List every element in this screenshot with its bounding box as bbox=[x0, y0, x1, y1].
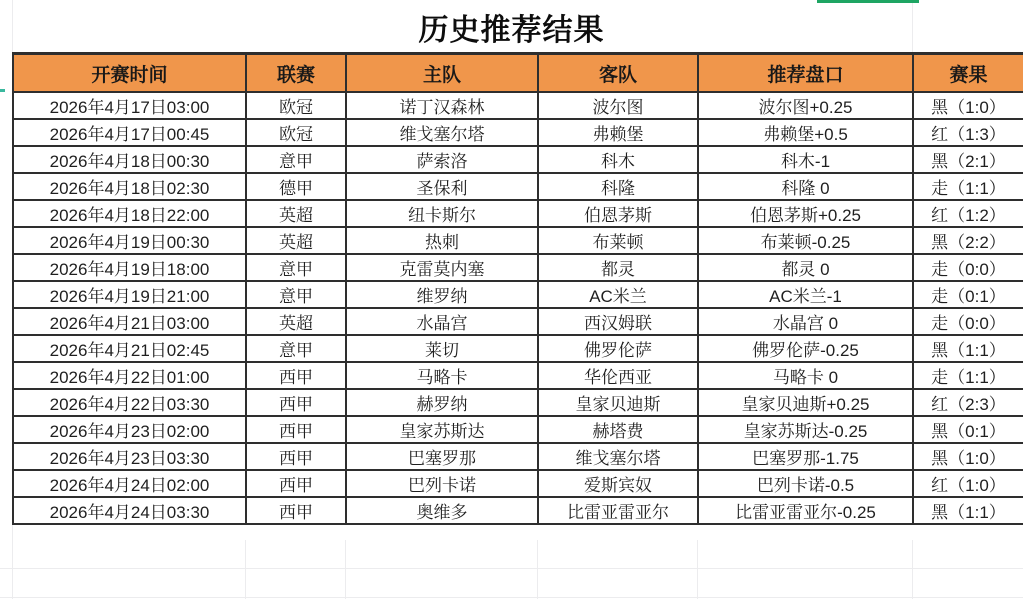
header-row bbox=[13, 54, 1023, 93]
cell-handicap[interactable]: 科木-1 bbox=[698, 146, 913, 173]
cell-league[interactable]: 意甲 bbox=[246, 281, 346, 308]
cell-handicap[interactable]: 巴塞罗那-1.75 bbox=[698, 443, 913, 470]
cell-home-team[interactable]: 维罗纳 bbox=[346, 281, 538, 308]
cell-league[interactable]: 西甲 bbox=[246, 443, 346, 470]
table-row bbox=[13, 227, 1023, 254]
cell-time[interactable]: 2026年4月21日02:45 bbox=[13, 335, 246, 362]
cell-time[interactable]: 2026年4月18日22:00 bbox=[13, 200, 246, 227]
cell-away-team[interactable]: 比雷亚雷亚尔 bbox=[538, 497, 698, 524]
cell-handicap[interactable]: 巴列卡诺-0.5 bbox=[698, 470, 913, 497]
cell-result[interactable]: 黑（2:1） bbox=[913, 146, 1023, 173]
cell-handicap[interactable]: 水晶宫 0 bbox=[698, 308, 913, 335]
table-row bbox=[13, 281, 1023, 308]
cell-result[interactable]: 黑（1:1） bbox=[913, 497, 1023, 524]
cell-home-team[interactable]: 巴列卡诺 bbox=[346, 470, 538, 497]
gridline bbox=[912, 540, 913, 599]
cell-league[interactable]: 欧冠 bbox=[246, 119, 346, 146]
gridline bbox=[245, 540, 246, 599]
cell-result[interactable]: 走（1:1） bbox=[913, 173, 1023, 200]
col-header-home[interactable]: 主队 bbox=[346, 54, 538, 93]
table-row bbox=[13, 119, 1023, 146]
cell-home-team[interactable]: 圣保利 bbox=[346, 173, 538, 200]
gridline bbox=[345, 540, 346, 599]
cell-handicap[interactable]: 都灵 0 bbox=[698, 254, 913, 281]
cell-time[interactable]: 2026年4月22日03:30 bbox=[13, 389, 246, 416]
cell-result[interactable]: 走（0:0） bbox=[913, 308, 1023, 335]
cell-league[interactable]: 意甲 bbox=[246, 335, 346, 362]
cell-result[interactable]: 红（1:3） bbox=[913, 119, 1023, 146]
cell-away-team[interactable]: AC米兰 bbox=[538, 281, 698, 308]
cell-away-team[interactable]: 科木 bbox=[538, 146, 698, 173]
cell-result[interactable]: 黑（1:0） bbox=[913, 92, 1023, 119]
col-header-time[interactable]: 开赛时间 bbox=[13, 54, 246, 93]
cell-home-team[interactable]: 莱切 bbox=[346, 335, 538, 362]
cell-handicap[interactable]: 皇家贝迪斯+0.25 bbox=[698, 389, 913, 416]
cell-result[interactable]: 走（1:1） bbox=[913, 362, 1023, 389]
cell-time[interactable]: 2026年4月23日02:00 bbox=[13, 416, 246, 443]
cell-away-team[interactable]: 皇家贝迪斯 bbox=[538, 389, 698, 416]
gridline bbox=[537, 540, 538, 599]
cell-home-team[interactable]: 巴塞罗那 bbox=[346, 443, 538, 470]
cell-result[interactable]: 黑（1:0） bbox=[913, 443, 1023, 470]
cell-result[interactable]: 红（2:3） bbox=[913, 389, 1023, 416]
cell-away-team[interactable]: 弗赖堡 bbox=[538, 119, 698, 146]
cell-league[interactable]: 意甲 bbox=[246, 146, 346, 173]
cell-handicap[interactable]: 佛罗伦萨-0.25 bbox=[698, 335, 913, 362]
col-header-handicap[interactable]: 推荐盘口 bbox=[698, 54, 913, 93]
cell-home-team[interactable]: 马略卡 bbox=[346, 362, 538, 389]
cell-time[interactable]: 2026年4月22日01:00 bbox=[13, 362, 246, 389]
table-row bbox=[13, 443, 1023, 470]
cell-home-team[interactable]: 纽卡斯尔 bbox=[346, 200, 538, 227]
cell-away-team[interactable]: 佛罗伦萨 bbox=[538, 335, 698, 362]
cell-result[interactable]: 黑（0:1） bbox=[913, 416, 1023, 443]
cell-home-team[interactable]: 水晶宫 bbox=[346, 308, 538, 335]
cell-result[interactable]: 黑（2:2） bbox=[913, 227, 1023, 254]
cell-time[interactable]: 2026年4月24日03:30 bbox=[13, 497, 246, 524]
table-row bbox=[13, 470, 1023, 497]
col-header-away[interactable]: 客队 bbox=[538, 54, 698, 93]
cell-league[interactable]: 英超 bbox=[246, 200, 346, 227]
cell-away-team[interactable]: 都灵 bbox=[538, 254, 698, 281]
cell-time[interactable]: 2026年4月21日03:00 bbox=[13, 308, 246, 335]
cell-away-team[interactable]: 科隆 bbox=[538, 173, 698, 200]
table-row bbox=[13, 173, 1023, 200]
cell-handicap[interactable]: AC米兰-1 bbox=[698, 281, 913, 308]
gridline bbox=[0, 597, 1023, 598]
cell-home-team[interactable]: 赫罗纳 bbox=[346, 389, 538, 416]
cell-time[interactable]: 2026年4月17日03:00 bbox=[13, 92, 246, 119]
col-header-result[interactable]: 赛果 bbox=[913, 54, 1023, 93]
cell-handicap[interactable]: 弗赖堡+0.5 bbox=[698, 119, 913, 146]
table-row bbox=[13, 335, 1023, 362]
cell-home-team[interactable]: 热刺 bbox=[346, 227, 538, 254]
cell-league[interactable]: 意甲 bbox=[246, 254, 346, 281]
cell-league[interactable]: 西甲 bbox=[246, 416, 346, 443]
cell-league[interactable]: 英超 bbox=[246, 227, 346, 254]
cell-away-team[interactable]: 赫塔费 bbox=[538, 416, 698, 443]
results-table bbox=[12, 52, 1023, 525]
table-row bbox=[13, 200, 1023, 227]
gridline bbox=[697, 540, 698, 599]
cell-away-team[interactable]: 伯恩茅斯 bbox=[538, 200, 698, 227]
cell-handicap[interactable]: 皇家苏斯达-0.25 bbox=[698, 416, 913, 443]
table-row bbox=[13, 389, 1023, 416]
page-title: 历史推荐结果 bbox=[418, 14, 605, 47]
cell-away-team[interactable]: 维戈塞尔塔 bbox=[538, 443, 698, 470]
cell-result[interactable]: 红（1:0） bbox=[913, 470, 1023, 497]
cell-away-team[interactable]: 华伦西亚 bbox=[538, 362, 698, 389]
cell-time[interactable]: 2026年4月24日02:00 bbox=[13, 470, 246, 497]
cell-result[interactable]: 走（0:1） bbox=[913, 281, 1023, 308]
cell-away-team[interactable]: 西汉姆联 bbox=[538, 308, 698, 335]
table-row bbox=[13, 254, 1023, 281]
cell-home-team[interactable]: 萨索洛 bbox=[346, 146, 538, 173]
cell-away-team[interactable]: 波尔图 bbox=[538, 92, 698, 119]
cell-result[interactable]: 黑（1:1） bbox=[913, 335, 1023, 362]
cell-handicap[interactable]: 马略卡 0 bbox=[698, 362, 913, 389]
cell-home-team[interactable]: 维戈塞尔塔 bbox=[346, 119, 538, 146]
cell-handicap[interactable]: 比雷亚雷亚尔-0.25 bbox=[698, 497, 913, 524]
cell-result[interactable]: 红（1:2） bbox=[913, 200, 1023, 227]
cell-time[interactable]: 2026年4月18日00:30 bbox=[13, 146, 246, 173]
cell-handicap[interactable]: 科隆 0 bbox=[698, 173, 913, 200]
selection-accent-left bbox=[0, 89, 5, 92]
table-row bbox=[13, 362, 1023, 389]
cell-home-team[interactable]: 诺丁汉森林 bbox=[346, 92, 538, 119]
cell-time[interactable]: 2026年4月19日21:00 bbox=[13, 281, 246, 308]
cell-home-team[interactable]: 奥维多 bbox=[346, 497, 538, 524]
cell-league[interactable]: 西甲 bbox=[246, 362, 346, 389]
cell-league[interactable]: 西甲 bbox=[246, 389, 346, 416]
cell-handicap[interactable]: 布莱顿-0.25 bbox=[698, 227, 913, 254]
cell-result[interactable]: 走（0:0） bbox=[913, 254, 1023, 281]
table-row bbox=[13, 92, 1023, 119]
cell-home-team[interactable]: 皇家苏斯达 bbox=[346, 416, 538, 443]
cell-away-team[interactable]: 爱斯宾奴 bbox=[538, 470, 698, 497]
cell-time[interactable]: 2026年4月19日00:30 bbox=[13, 227, 246, 254]
cell-away-team[interactable]: 布莱顿 bbox=[538, 227, 698, 254]
table-row bbox=[13, 146, 1023, 173]
cell-time[interactable]: 2026年4月17日00:45 bbox=[13, 119, 246, 146]
cell-time[interactable]: 2026年4月18日02:30 bbox=[13, 173, 246, 200]
cell-handicap[interactable]: 伯恩茅斯+0.25 bbox=[698, 200, 913, 227]
gridline bbox=[0, 568, 1023, 569]
col-header-league[interactable]: 联赛 bbox=[246, 54, 346, 93]
cell-time[interactable]: 2026年4月23日03:30 bbox=[13, 443, 246, 470]
cell-league[interactable]: 英超 bbox=[246, 308, 346, 335]
cell-league[interactable]: 德甲 bbox=[246, 173, 346, 200]
cell-league[interactable]: 欧冠 bbox=[246, 92, 346, 119]
table-row bbox=[13, 497, 1023, 524]
cell-handicap[interactable]: 波尔图+0.25 bbox=[698, 92, 913, 119]
selection-accent-top bbox=[817, 0, 919, 3]
table-row bbox=[13, 416, 1023, 443]
cell-time[interactable]: 2026年4月19日18:00 bbox=[13, 254, 246, 281]
table-row bbox=[13, 308, 1023, 335]
cell-league[interactable]: 西甲 bbox=[246, 497, 346, 524]
cell-league[interactable]: 西甲 bbox=[246, 470, 346, 497]
cell-home-team[interactable]: 克雷莫内塞 bbox=[346, 254, 538, 281]
